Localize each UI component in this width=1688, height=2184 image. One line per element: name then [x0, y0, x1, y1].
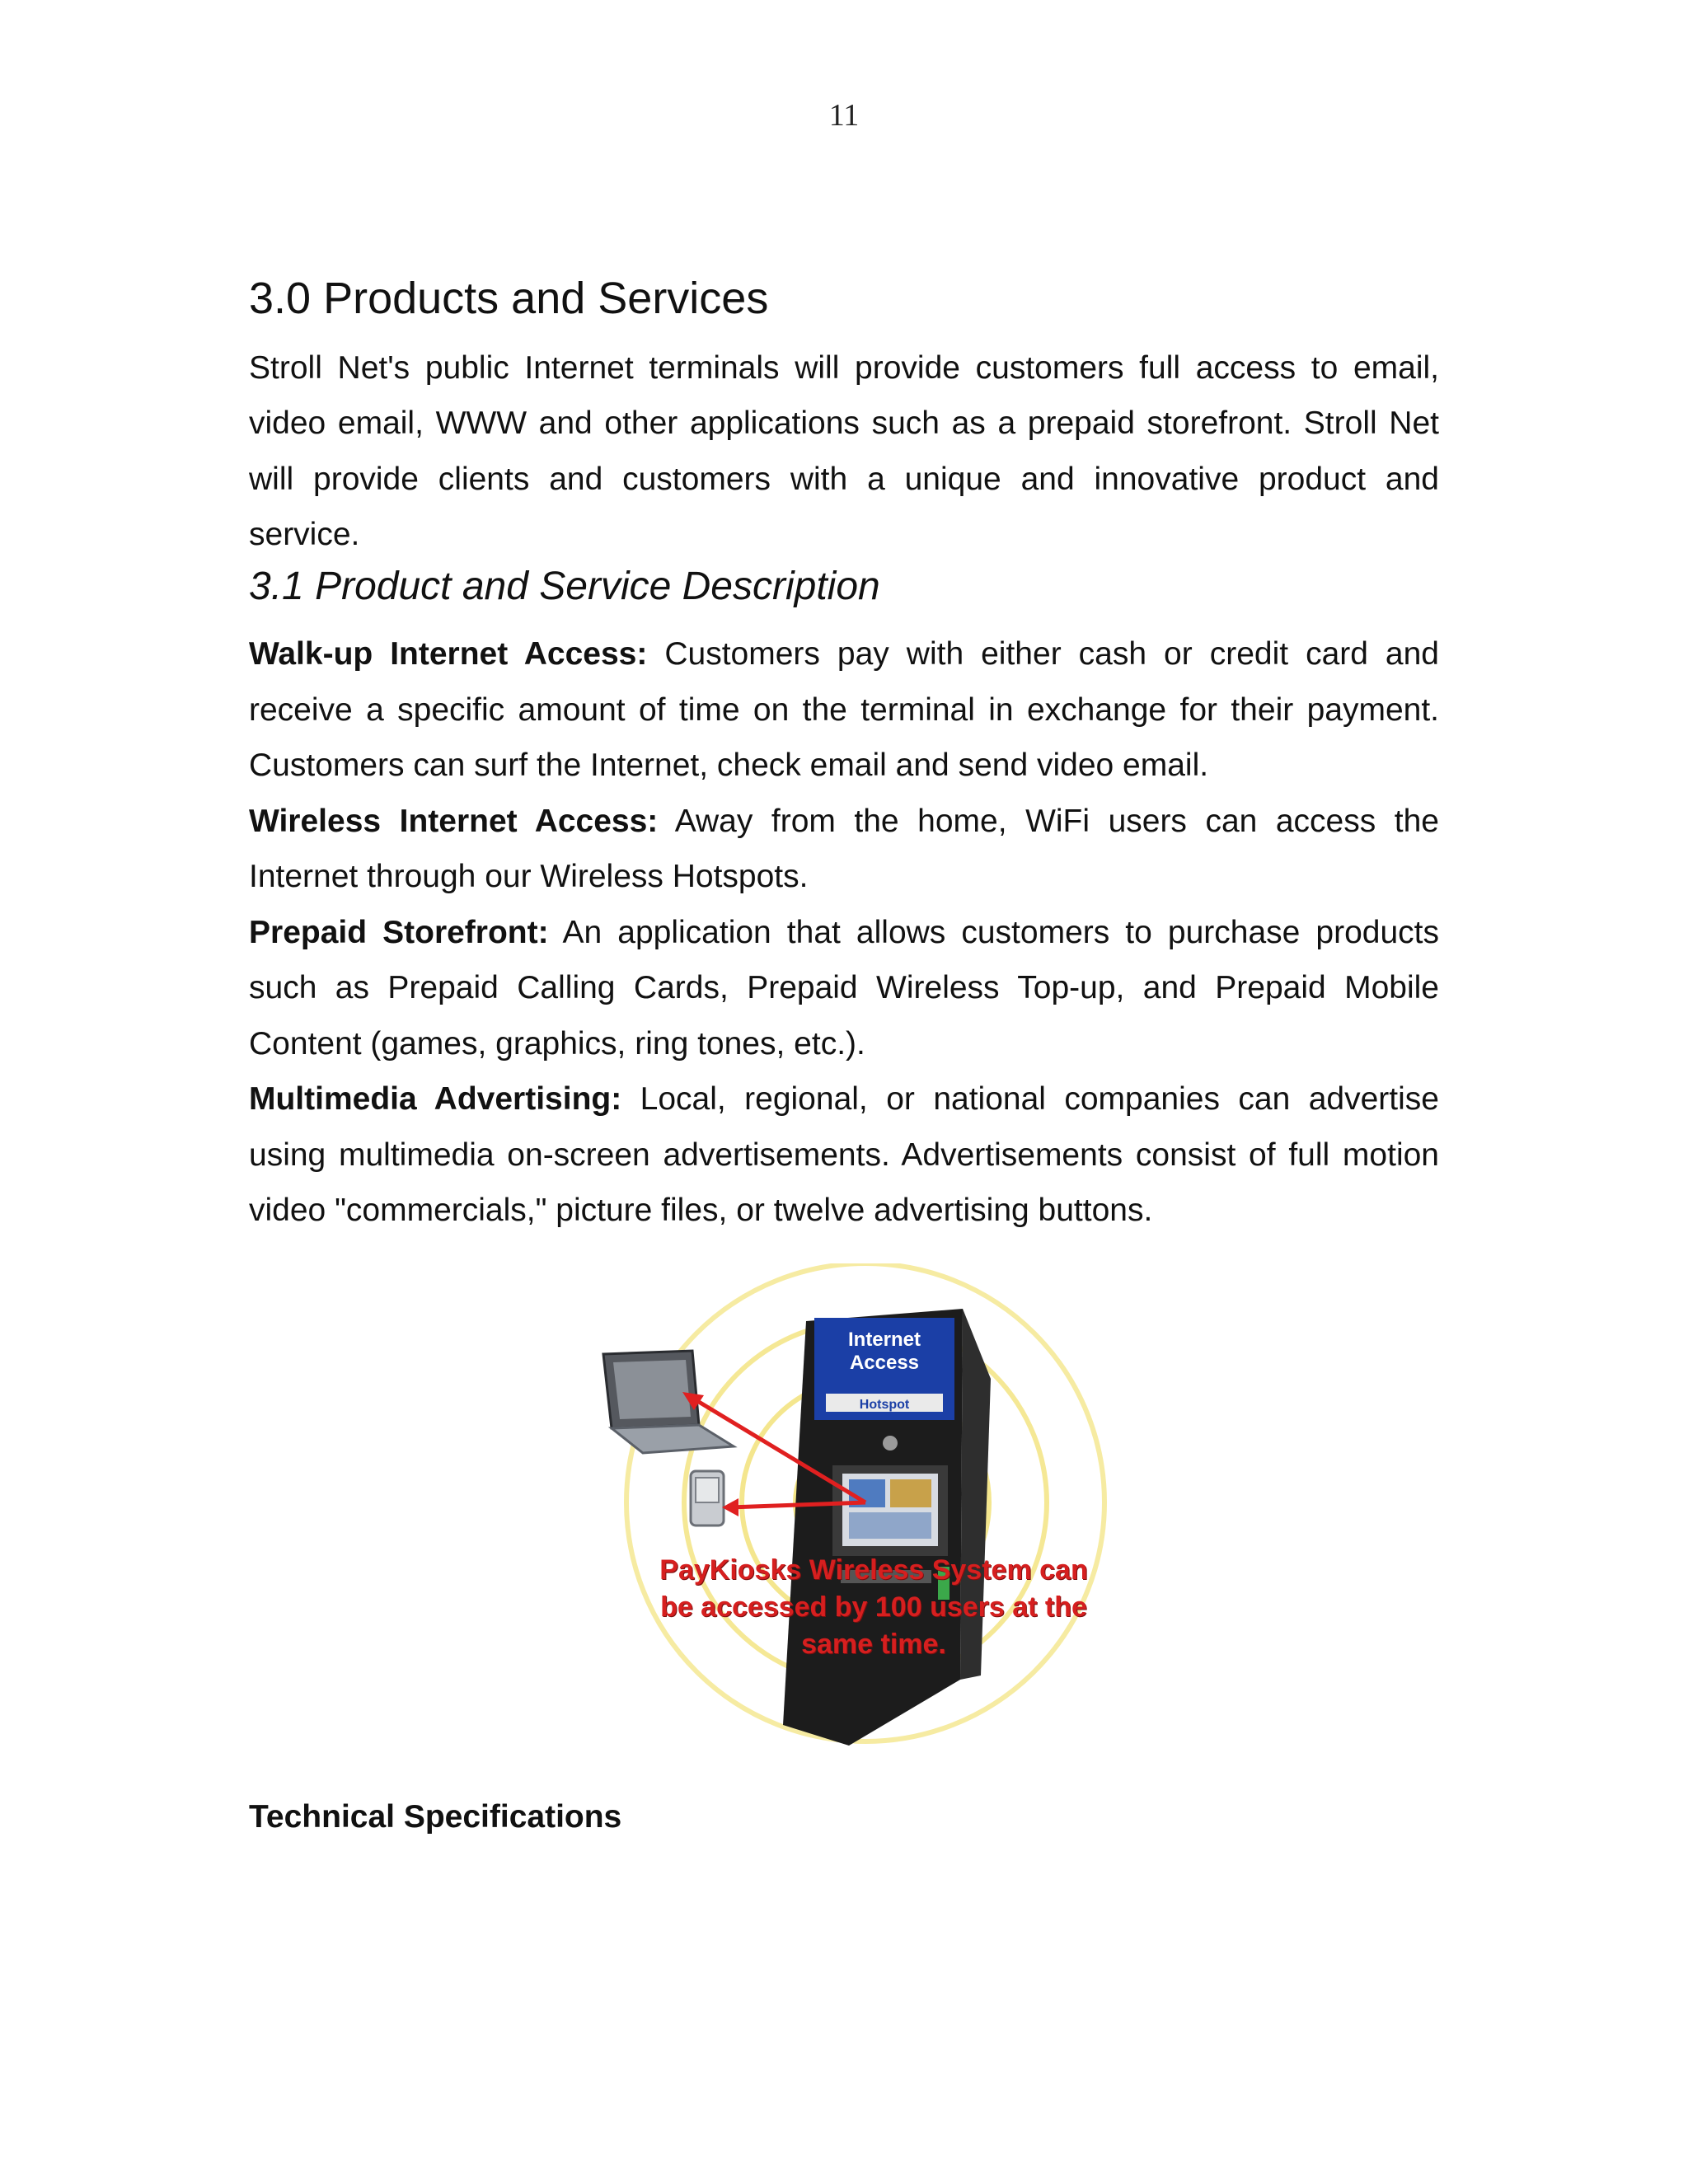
item-term: Wireless Internet Access: — [249, 803, 659, 839]
item-text: Local, regional, or national companies can advertise using multimedia on-screen advertisements. Advertisements consist of full motion video "commercials," picture files, or twelve advertising buttons. — [249, 1081, 1439, 1229]
technical-specifications-heading: Technical Specifications — [249, 1798, 622, 1835]
item-term: Multimedia Advertising: — [249, 1081, 622, 1118]
document-body — [249, 272, 1439, 1835]
item-prepaid-storefront — [249, 905, 1439, 1072]
section-title: 3.0 Products and Services — [249, 274, 769, 323]
kiosk-sign-line2: Access — [849, 1351, 920, 1374]
kiosk-figure — [593, 1263, 1170, 1766]
page-number: 11 — [828, 98, 860, 133]
item-multimedia-advertising — [249, 1071, 1439, 1239]
kiosk-sign-line3: Hotspot — [859, 1397, 910, 1412]
figure-caption: PayKiosks Wireless System can be accessed by 100 users at the same time. — [659, 1554, 1088, 1660]
subsection-title: 3.1 Product and Service Description — [249, 564, 880, 608]
item-term: Prepaid Storefront: — [249, 914, 549, 950]
item-wireless-access — [249, 794, 1439, 905]
item-text: Customers pay with either cash or credit card and receive a specific amount of time on the terminal in exchange for their payment. Customers can surf the Internet, check email and send video email. — [249, 636, 1439, 784]
kiosk-sign-line1: Internet — [847, 1328, 921, 1351]
item-term: Walk-up Internet Access: — [249, 636, 648, 673]
item-text: An application that allows customers to purchase products such as Prepaid Calling Cards, Prepaid Wireless Top-up, and Prepaid Mobile Content (games, graphics, ring tones, etc.). — [249, 914, 1439, 1062]
item-walkup-access — [249, 626, 1439, 794]
pda-icon — [691, 1471, 724, 1526]
item-text: Away from the home, WiFi users can access the Internet through our Wireless Hotspots. — [249, 803, 1439, 895]
section-intro: Stroll Net's public Internet terminals will provide customers full access to email, video email, WWW and other applications such as a prepaid storefront. Stroll Net will provide clients and customers with a unique and innovative product and service. — [249, 349, 1439, 553]
kiosk-camera — [883, 1436, 898, 1451]
kiosk-illustration — [593, 1263, 1170, 1766]
kiosk-icon — [783, 1309, 991, 1746]
